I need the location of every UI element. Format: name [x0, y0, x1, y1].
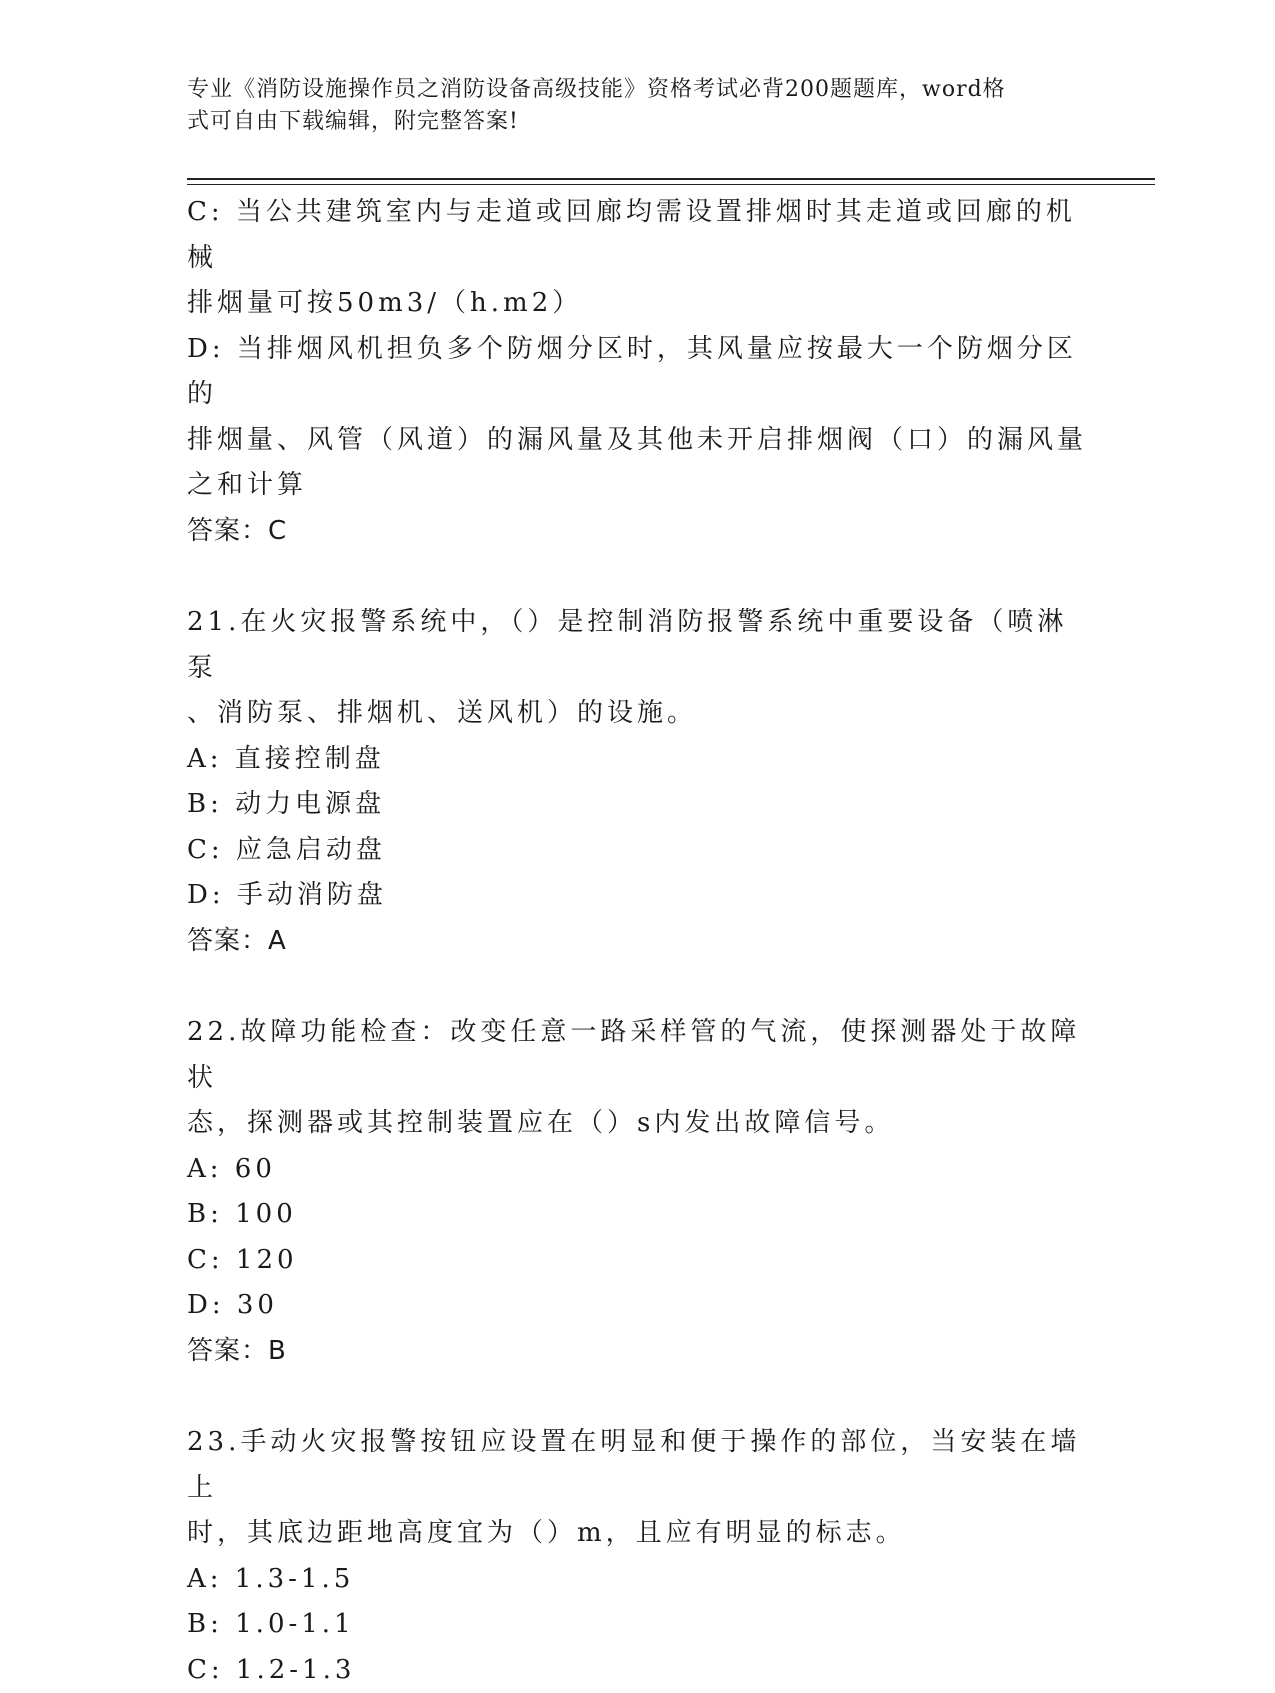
question-stem-line-2: 态，探测器或其控制装置应在（）s内发出故障信号。: [187, 1101, 1087, 1147]
question-stem-line-1: 21.在火灾报警系统中，（）是控制消防报警系统中重要设备（喷淋泵: [187, 600, 1087, 691]
option-d: D: 手动消防盘: [187, 873, 1087, 919]
option-c: C: 120: [187, 1238, 1087, 1284]
header-divider-thin: [187, 184, 1155, 185]
answer-line: 答案：C: [187, 509, 1087, 555]
prev-question: [187, 190, 1087, 554]
document-header: [187, 74, 1067, 138]
option-b: B: 1.0-1.1: [187, 1602, 1087, 1648]
question-21: [187, 600, 1087, 964]
question-stem-line-1: 22.故障功能检查：改变任意一路采样管的气流，使探测器处于故障状: [187, 1010, 1087, 1101]
option-a: A: 1.3-1.5: [187, 1557, 1087, 1603]
header-divider-thick: [187, 178, 1155, 180]
question-content: [187, 190, 1087, 1693]
answer-line: 答案：A: [187, 919, 1087, 965]
option-c-line-1: C: 当公共建筑室内与走道或回廊均需设置排烟时其走道或回廊的机械: [187, 190, 1087, 281]
option-d-line-3: 之和计算: [187, 463, 1087, 509]
question-22: [187, 1010, 1087, 1374]
option-c-line-2: 排烟量可按50m3/（h.m2）: [187, 281, 1087, 327]
option-d: D: 30: [187, 1283, 1087, 1329]
option-c: C: 1.2-1.3: [187, 1648, 1087, 1693]
option-a: A: 直接控制盘: [187, 737, 1087, 783]
question-stem-line-2: 、消防泵、排烟机、送风机）的设施。: [187, 691, 1087, 737]
option-d-line-1: D: 当排烟风机担负多个防烟分区时，其风量应按最大一个防烟分区的: [187, 327, 1087, 418]
option-a: A: 60: [187, 1147, 1087, 1193]
option-c: C: 应急启动盘: [187, 828, 1087, 874]
option-b: B: 动力电源盘: [187, 782, 1087, 828]
answer-line: 答案：B: [187, 1329, 1087, 1375]
question-23: [187, 1420, 1087, 1693]
header-line-1: 专业《消防设施操作员之消防设备高级技能》资格考试必背200题题库，word格: [187, 74, 1067, 106]
option-d-line-2: 排烟量、风管（风道）的漏风量及其他未开启排烟阀（口）的漏风量: [187, 418, 1087, 464]
header-line-2: 式可自由下载编辑，附完整答案!: [187, 106, 1067, 138]
question-stem-line-1: 23.手动火灾报警按钮应设置在明显和便于操作的部位，当安装在墙上: [187, 1420, 1087, 1511]
option-b: B: 100: [187, 1192, 1087, 1238]
question-stem-line-2: 时，其底边距地高度宜为（）m，且应有明显的标志。: [187, 1511, 1087, 1557]
